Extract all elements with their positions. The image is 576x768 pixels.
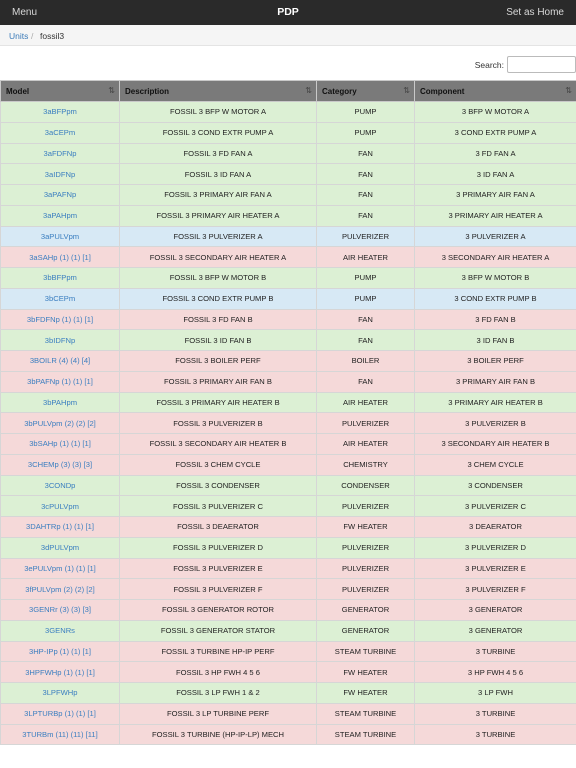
cell-category: PULVERIZER [317, 413, 415, 434]
column-header-description[interactable] [120, 81, 317, 102]
units-table [0, 80, 576, 745]
cell-component: 3 DEAERATOR [415, 517, 576, 538]
model-link[interactable]: 3CONDp [1, 475, 120, 496]
search-row [0, 46, 576, 80]
cell-category: CONDENSER [317, 475, 415, 496]
model-link[interactable]: 3bCEPm [1, 288, 120, 309]
model-link[interactable]: 3DAHTRp (1) (1) [1] [1, 517, 120, 538]
cell-description: FOSSIL 3 TURBINE (HP-IP-LP) MECH [120, 724, 317, 745]
model-link[interactable]: 3bSAHp (1) (1) [1] [1, 434, 120, 455]
model-link[interactable]: 3HP-IPp (1) (1) [1] [1, 641, 120, 662]
table-row[interactable] [1, 164, 576, 185]
cell-category: PULVERIZER [317, 226, 415, 247]
model-link[interactable]: 3bPULVpm (2) (2) [2] [1, 413, 120, 434]
table-header [1, 81, 576, 102]
cell-description: FOSSIL 3 PRIMARY AIR FAN A [120, 185, 317, 206]
cell-component: 3 COND EXTR PUMP B [415, 288, 576, 309]
cell-component: 3 GENERATOR [415, 600, 576, 621]
table-body [1, 102, 576, 745]
cell-description: FOSSIL 3 FD FAN A [120, 143, 317, 164]
sort-icon[interactable]: ⇅ [108, 86, 115, 95]
column-header-label: Component [420, 86, 465, 96]
cell-description: FOSSIL 3 DEAERATOR [120, 517, 317, 538]
model-link[interactable]: 3bIDFNp [1, 330, 120, 351]
table-row[interactable] [1, 724, 576, 745]
cell-component: 3 BFP W MOTOR A [415, 102, 576, 123]
cell-category: FAN [317, 309, 415, 330]
model-link[interactable]: 3aSAHp (1) (1) [1] [1, 247, 120, 268]
cell-description: FOSSIL 3 BOILER PERF [120, 351, 317, 372]
cell-component: 3 PRIMARY AIR HEATER A [415, 205, 576, 226]
model-link[interactable]: 3bBFPpm [1, 268, 120, 289]
search-input[interactable] [507, 56, 576, 73]
model-link[interactable]: 3aPAFNp [1, 185, 120, 206]
cell-component: 3 BFP W MOTOR B [415, 268, 576, 289]
table-row[interactable] [1, 309, 576, 330]
cell-description: FOSSIL 3 PULVERIZER F [120, 579, 317, 600]
breadcrumb [0, 25, 576, 46]
cell-component: 3 LP FWH [415, 683, 576, 704]
cell-description: FOSSIL 3 HP FWH 4 5 6 [120, 662, 317, 683]
table-row[interactable] [1, 143, 576, 164]
table-row[interactable] [1, 102, 576, 123]
table-row[interactable] [1, 662, 576, 683]
cell-category: FW HEATER [317, 683, 415, 704]
cell-category: PUMP [317, 288, 415, 309]
model-link[interactable]: 3aBFPpm [1, 102, 120, 123]
table-row[interactable] [1, 579, 576, 600]
model-link[interactable]: 3GENRs [1, 620, 120, 641]
model-link[interactable]: 3LPTURBp (1) (1) [1] [1, 703, 120, 724]
table-row[interactable] [1, 205, 576, 226]
cell-category: GENERATOR [317, 620, 415, 641]
cell-category: FW HEATER [317, 517, 415, 538]
table-row[interactable] [1, 351, 576, 372]
cell-description: FOSSIL 3 COND EXTR PUMP B [120, 288, 317, 309]
cell-category: PULVERIZER [317, 537, 415, 558]
table-row[interactable] [1, 517, 576, 538]
cell-component: 3 SECONDARY AIR HEATER A [415, 247, 576, 268]
table-row[interactable] [1, 683, 576, 704]
cell-component: 3 ID FAN A [415, 164, 576, 185]
model-link[interactable]: 3HPFWHp (1) (1) [1] [1, 662, 120, 683]
sort-icon[interactable]: ⇅ [305, 86, 312, 95]
cell-component: 3 CONDENSER [415, 475, 576, 496]
cell-description: FOSSIL 3 PULVERIZER A [120, 226, 317, 247]
cell-component: 3 TURBINE [415, 703, 576, 724]
model-link[interactable]: 3CHEMp (3) (3) [3] [1, 454, 120, 475]
table-row[interactable] [1, 371, 576, 392]
cell-description: FOSSIL 3 ID FAN B [120, 330, 317, 351]
cell-component: 3 PRIMARY AIR HEATER B [415, 392, 576, 413]
model-link[interactable]: 3LPFWHp [1, 683, 120, 704]
cell-component: 3 COND EXTR PUMP A [415, 122, 576, 143]
cell-component: 3 FD FAN A [415, 143, 576, 164]
column-header-component[interactable] [415, 81, 576, 102]
column-header-label: Description [125, 86, 170, 96]
cell-description: FOSSIL 3 PULVERIZER E [120, 558, 317, 579]
cell-category: GENERATOR [317, 600, 415, 621]
column-header-model[interactable] [1, 81, 120, 102]
table-row[interactable] [1, 122, 576, 143]
cell-component: 3 TURBINE [415, 641, 576, 662]
cell-description: FOSSIL 3 PRIMARY AIR FAN B [120, 371, 317, 392]
table-row[interactable] [1, 454, 576, 475]
cell-description: FOSSIL 3 COND EXTR PUMP A [120, 122, 317, 143]
table-row[interactable] [1, 475, 576, 496]
cell-component: 3 PULVERIZER D [415, 537, 576, 558]
cell-component: 3 HP FWH 4 5 6 [415, 662, 576, 683]
cell-description: FOSSIL 3 PULVERIZER D [120, 537, 317, 558]
cell-description: FOSSIL 3 CHEM CYCLE [120, 454, 317, 475]
cell-category: CHEMISTRY [317, 454, 415, 475]
table-row[interactable] [1, 600, 576, 621]
table-row[interactable] [1, 496, 576, 517]
cell-description: FOSSIL 3 LP FWH 1 & 2 [120, 683, 317, 704]
cell-category: FAN [317, 185, 415, 206]
cell-description: FOSSIL 3 FD FAN B [120, 309, 317, 330]
model-link[interactable]: 3ePULVpm (1) (1) [1] [1, 558, 120, 579]
cell-category: FW HEATER [317, 662, 415, 683]
cell-category: FAN [317, 205, 415, 226]
model-link[interactable]: 3dPULVpm [1, 537, 120, 558]
menu-button[interactable]: Menu [12, 7, 38, 18]
table-row[interactable] [1, 247, 576, 268]
cell-description: FOSSIL 3 CONDENSER [120, 475, 317, 496]
cell-description: FOSSIL 3 PULVERIZER C [120, 496, 317, 517]
model-link[interactable]: 3TURBm (11) (11) [11] [1, 724, 120, 745]
table-row[interactable] [1, 620, 576, 641]
cell-component: 3 GENERATOR [415, 620, 576, 641]
cell-description: FOSSIL 3 SECONDARY AIR HEATER B [120, 434, 317, 455]
model-link[interactable]: 3fPULVpm (2) (2) [2] [1, 579, 120, 600]
table-row[interactable] [1, 558, 576, 579]
cell-description: FOSSIL 3 PRIMARY AIR HEATER B [120, 392, 317, 413]
sort-icon[interactable]: ⇅ [565, 86, 572, 95]
page-title: PDP [277, 6, 299, 18]
cell-component: 3 FD FAN B [415, 309, 576, 330]
model-link[interactable]: 3aFDFNp [1, 143, 120, 164]
cell-description: FOSSIL 3 TURBINE HP-IP PERF [120, 641, 317, 662]
cell-component: 3 CHEM CYCLE [415, 454, 576, 475]
cell-component: 3 PULVERIZER E [415, 558, 576, 579]
cell-category: FAN [317, 164, 415, 185]
cell-description: FOSSIL 3 GENERATOR STATOR [120, 620, 317, 641]
cell-component: 3 PULVERIZER C [415, 496, 576, 517]
model-link[interactable]: 3GENRr (3) (3) [3] [1, 600, 120, 621]
breadcrumb-current: fossil3 [40, 31, 65, 41]
table-row[interactable] [1, 641, 576, 662]
model-link[interactable]: 3cPULVpm [1, 496, 120, 517]
cell-category: PULVERIZER [317, 579, 415, 600]
table-row[interactable] [1, 330, 576, 351]
cell-description: FOSSIL 3 ID FAN A [120, 164, 317, 185]
model-link[interactable]: 3bPAHpm [1, 392, 120, 413]
cell-component: 3 SECONDARY AIR HEATER B [415, 434, 576, 455]
cell-category: STEAM TURBINE [317, 641, 415, 662]
model-link[interactable]: 3aPULVpm [1, 226, 120, 247]
table-row[interactable] [1, 703, 576, 724]
cell-category: FAN [317, 371, 415, 392]
cell-description: FOSSIL 3 PRIMARY AIR HEATER A [120, 205, 317, 226]
table-row[interactable] [1, 413, 576, 434]
cell-category: AIR HEATER [317, 247, 415, 268]
cell-description: FOSSIL 3 PULVERIZER B [120, 413, 317, 434]
cell-component: 3 TURBINE [415, 724, 576, 745]
table-row[interactable] [1, 537, 576, 558]
column-header-label: Category [322, 86, 357, 96]
breadcrumb-units-link[interactable]: Units [9, 31, 29, 41]
cell-category: PULVERIZER [317, 496, 415, 517]
table-row[interactable] [1, 268, 576, 289]
cell-description: FOSSIL 3 GENERATOR ROTOR [120, 600, 317, 621]
cell-component: 3 PULVERIZER B [415, 413, 576, 434]
breadcrumb-separator: / [31, 31, 34, 41]
cell-category: PUMP [317, 122, 415, 143]
model-link[interactable]: 3aCEPm [1, 122, 120, 143]
table-row[interactable] [1, 288, 576, 309]
cell-component: 3 PRIMARY AIR FAN B [415, 371, 576, 392]
table-header-row [1, 81, 576, 102]
table-row[interactable] [1, 226, 576, 247]
model-link[interactable]: 3bFDFNp (1) (1) [1] [1, 309, 120, 330]
cell-category: FAN [317, 330, 415, 351]
cell-category: AIR HEATER [317, 434, 415, 455]
cell-component: 3 BOILER PERF [415, 351, 576, 372]
cell-description: FOSSIL 3 BFP W MOTOR A [120, 102, 317, 123]
cell-description: FOSSIL 3 SECONDARY AIR HEATER A [120, 247, 317, 268]
cell-category: PUMP [317, 268, 415, 289]
table-row[interactable] [1, 185, 576, 206]
cell-component: 3 PRIMARY AIR FAN A [415, 185, 576, 206]
cell-category: FAN [317, 143, 415, 164]
cell-category: PUMP [317, 102, 415, 123]
model-link[interactable]: 3aIDFNp [1, 164, 120, 185]
search-label: Search: [474, 60, 504, 70]
cell-category: BOILER [317, 351, 415, 372]
cell-component: 3 PULVERIZER F [415, 579, 576, 600]
table-row[interactable] [1, 392, 576, 413]
sort-icon[interactable]: ⇅ [403, 86, 410, 95]
column-header-label: Model [6, 86, 30, 96]
cell-description: FOSSIL 3 LP TURBINE PERF [120, 703, 317, 724]
column-header-category[interactable] [317, 81, 415, 102]
top-navbar [0, 0, 576, 25]
cell-category: STEAM TURBINE [317, 703, 415, 724]
table-row[interactable] [1, 434, 576, 455]
cell-component: 3 ID FAN B [415, 330, 576, 351]
model-link[interactable]: 3aPAHpm [1, 205, 120, 226]
cell-category: PULVERIZER [317, 558, 415, 579]
cell-category: AIR HEATER [317, 392, 415, 413]
model-link[interactable]: 3BOILR (4) (4) [4] [1, 351, 120, 372]
cell-description: FOSSIL 3 BFP W MOTOR B [120, 268, 317, 289]
set-as-home-button[interactable]: Set as Home [506, 7, 564, 18]
cell-component: 3 PULVERIZER A [415, 226, 576, 247]
cell-category: STEAM TURBINE [317, 724, 415, 745]
model-link[interactable]: 3bPAFNp (1) (1) [1] [1, 371, 120, 392]
